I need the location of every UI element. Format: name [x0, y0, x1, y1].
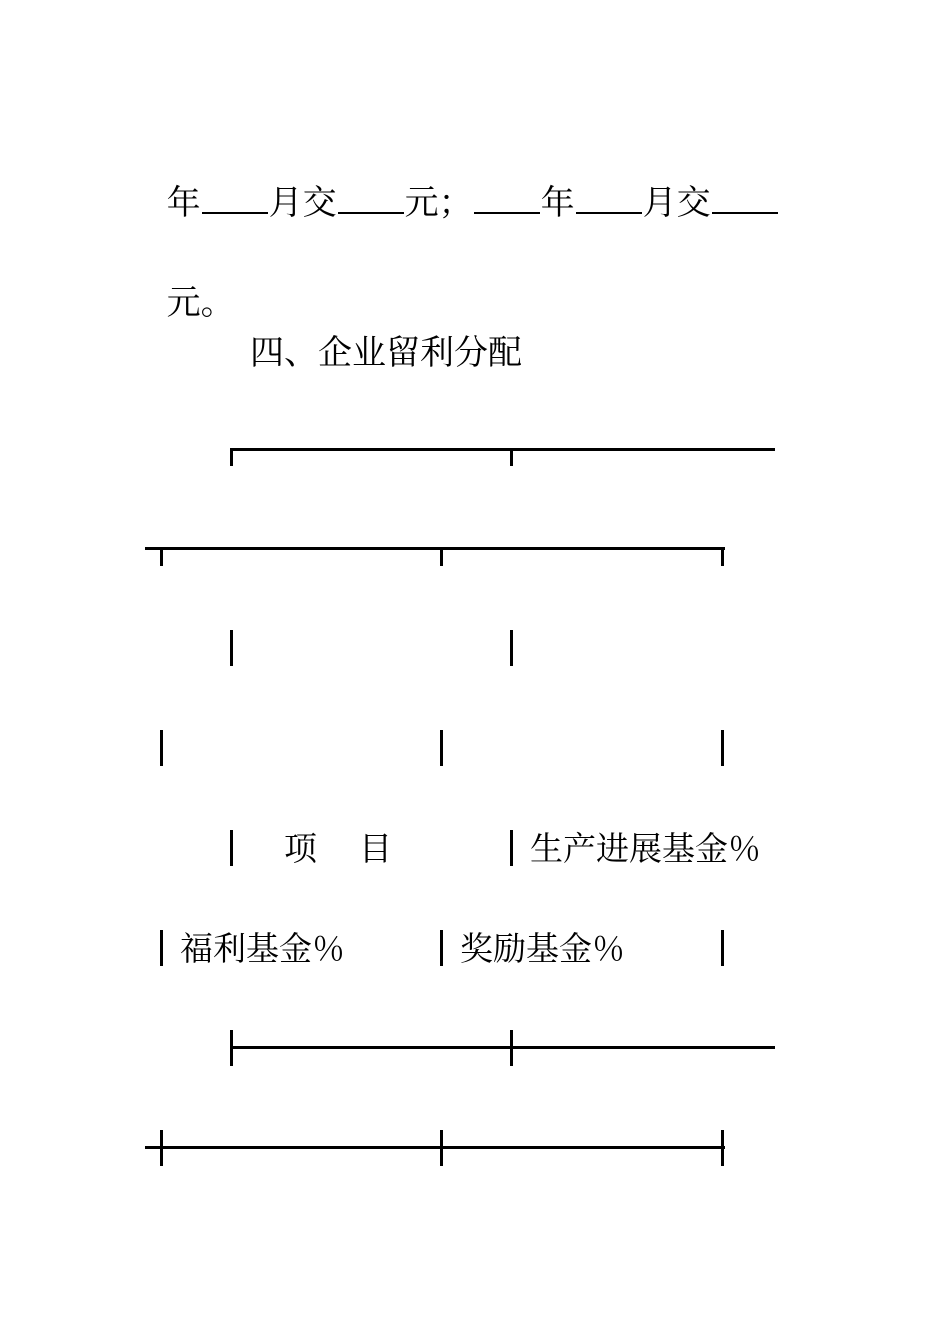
table-top-border	[230, 448, 775, 451]
yuan-period-label: 元。	[166, 283, 235, 323]
table-top-border-continued	[145, 547, 725, 550]
table-junction-tick	[510, 1030, 513, 1066]
payment-schedule-line	[145, 128, 779, 223]
table-corner-tick	[721, 547, 724, 566]
table-row-separator-continued	[145, 1146, 725, 1149]
table-corner-tick	[230, 448, 233, 466]
table-border-vertical	[510, 830, 513, 866]
month-pay-label-2: 月交	[642, 183, 711, 223]
table-border-vertical	[160, 730, 163, 766]
table-border-vertical	[230, 630, 233, 666]
table-junction-tick	[230, 1030, 233, 1066]
table-border-vertical	[721, 730, 724, 766]
table-border-vertical	[510, 630, 513, 666]
table-junction-tick	[160, 1130, 163, 1166]
table-border-vertical	[721, 930, 724, 966]
year-blank	[202, 182, 268, 214]
table-divider-tick	[160, 548, 163, 566]
table-divider-tick	[440, 548, 443, 566]
table-junction-tick	[721, 1130, 724, 1166]
table-border-vertical	[440, 730, 443, 766]
table-row-separator	[230, 1046, 775, 1049]
table-border-vertical	[160, 930, 163, 966]
table-divider-tick	[510, 450, 513, 466]
amount-blank-2	[712, 182, 778, 214]
year-label-2: 年	[540, 183, 575, 223]
table-border-vertical	[230, 830, 233, 866]
month-pay-label: 月交	[268, 183, 337, 223]
header-item: 项 目	[284, 829, 392, 868]
header-welfare-fund: 福利基金％	[180, 929, 345, 968]
year-blank-2	[474, 182, 540, 214]
table-junction-tick	[440, 1130, 443, 1166]
table-border-vertical	[440, 930, 443, 966]
yuan-semicolon-label: 元；	[404, 183, 473, 223]
section-title: 四、企业留利分配	[250, 333, 522, 373]
month-blank-2	[576, 182, 642, 214]
year-label: 年	[166, 183, 201, 223]
payment-schedule-end	[145, 228, 235, 323]
header-production-fund: 生产进展基金％	[530, 829, 761, 868]
amount-blank	[338, 182, 404, 214]
header-bonus-fund: 奖励基金％	[460, 929, 625, 968]
